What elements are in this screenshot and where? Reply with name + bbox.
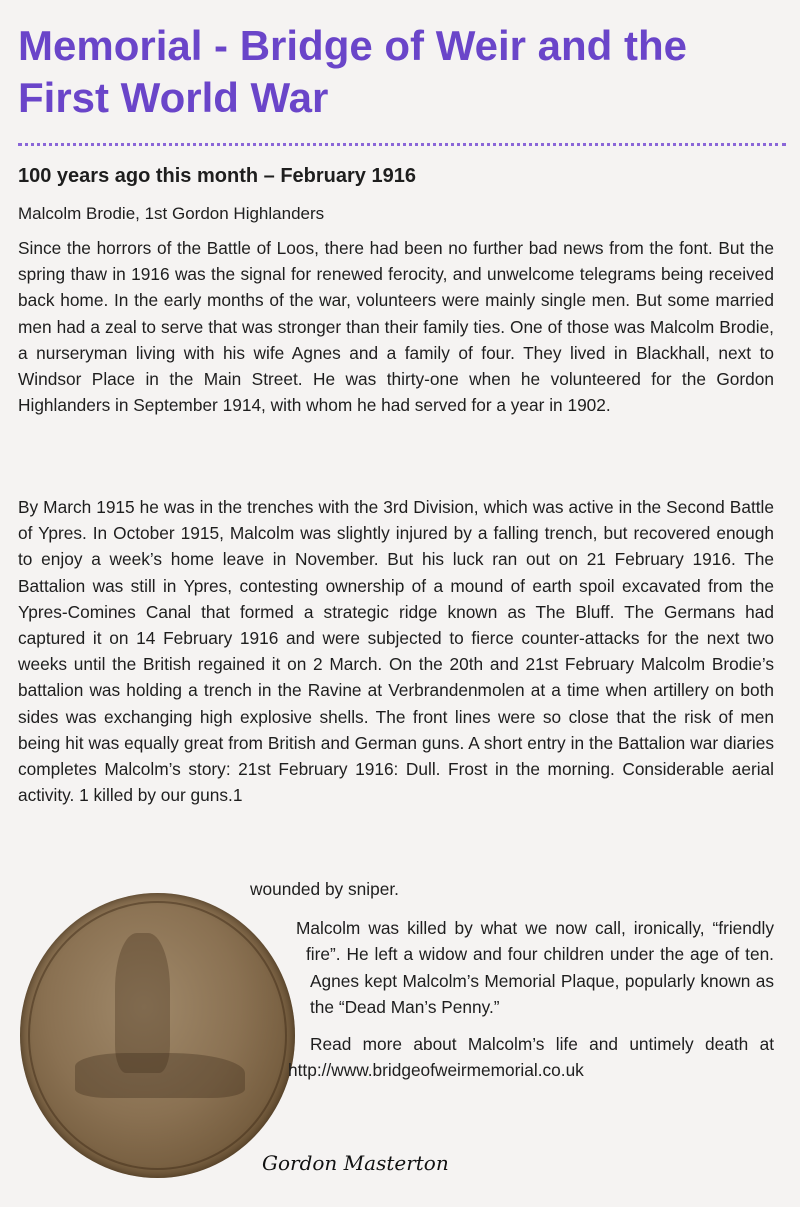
plaque-britannia-figure (115, 933, 170, 1073)
article-byline: Malcolm Brodie, 1st Gordon Highlanders (18, 204, 325, 223)
article-paragraph-2-tail: wounded by sniper. (250, 879, 399, 899)
title-divider (18, 143, 786, 146)
article-paragraph-3: Malcolm was killed by what we now call, ironically, “friendly fire”. He left a widow and four children under the age of ten. Agnes kept Malcolm’s Memorial Plaque, popularly known as the “Dead Man’s Penny.” (296, 918, 774, 1018)
article-title: Memorial - Bridge of Weir and the First World War (18, 22, 687, 121)
plaque-caption-column (288, 915, 774, 1083)
memorial-plaque-image (20, 893, 295, 1178)
author-signature: Gordon Masterton (262, 1151, 449, 1175)
article-paragraph-4: Read more about Malcolm’s life and untimely death at http://www.bridgeofweirmemorial.co.uk (288, 1033, 774, 1081)
article-subheading: 100 years ago this month – February 1916 (18, 165, 416, 187)
article-paragraph-1: Since the horrors of the Battle of Loos, there had been no further bad news from the font. But the spring thaw in 1916 was the signal for renewed ferocity, and unwelcome telegrams being received back home. In the early months of the war, volunteers were mainly single men. But some married men had a zeal to serve that was stronger than their family ties. One of those was Malcolm Brodie, a nurseryman living with his wife Agnes and a family of four. They lived in Blackhall, next to Windsor Place in the Main Street. He was thirty-one when he volunteered for the Gordon Highlanders in September 1914, with whom he had served for a year in 1902. (18, 238, 774, 416)
plaque-lion-figure (75, 1053, 245, 1098)
article-paragraph-2: By March 1915 he was in the trenches with the 3rd Division, which was active in the Second Battle of Ypres. In October 1915, Malcolm was slightly injured by a falling trench, but recovered enough to enjoy a week’s home leave in November. But his luck ran out on 21 February 1916. The Battalion was still in Ypres, contesting ownership of a mound of earth spoil excavated from the Ypres-Comines Canal that formed a strategic ridge known as The Bluff. The Germans had captured it on 14 February 1916 and were subjected to fierce counter-attacks for the next two weeks until the British regained it on 2 March. On the 20th and 21st February Malcolm Brodie’s battalion was holding a trench in the Ravine at Verbrandenmolen at a time when artillery on both sides was exchanging high explosive shells. The front lines were so close that the risk of men being hit was equally great from British and German guns. A short entry in the Battalion war diaries completes Malcolm’s story: 21st February 1916: Dull. Frost in the morning. Considerable aerial activity. 1 killed by our guns.1 (18, 497, 774, 806)
